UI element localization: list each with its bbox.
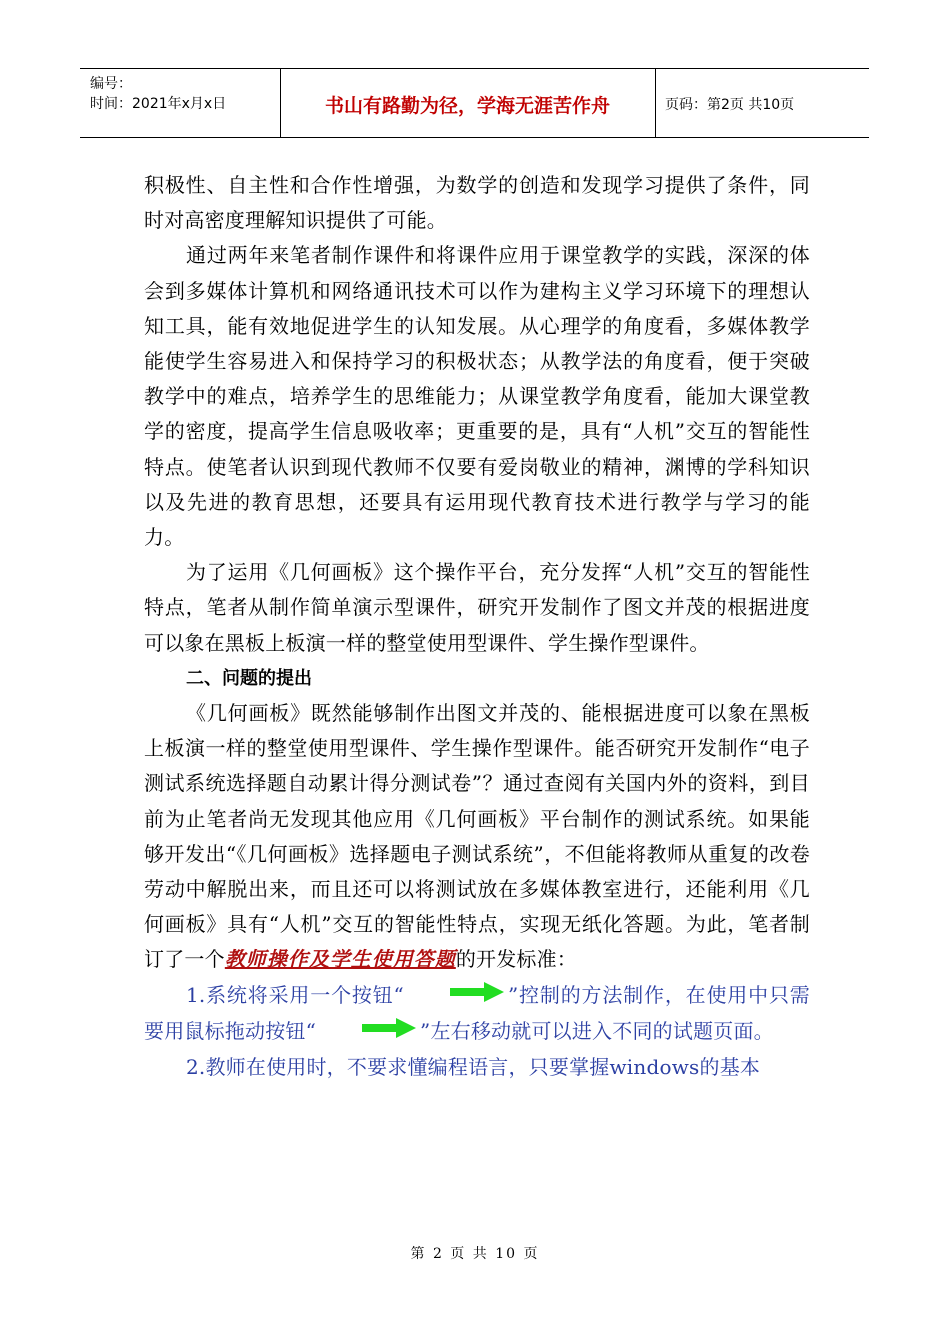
paragraph-1: 积极性、自主性和合作性增强，为数学的创造和发现学习提供了条件，同时对高密度理解知识提供了可能。 xyxy=(144,173,810,233)
serial-label: 编号： xyxy=(90,76,132,92)
emphasis-text: 教师操作及学生使用答题 xyxy=(224,947,456,972)
list-item-1-a: 1.系统将采用一个按钮“ xyxy=(186,982,404,1007)
time-label: 时间：2021年x月x日 xyxy=(90,96,227,112)
paragraph-4-end: 的开发标准： xyxy=(455,947,578,972)
header-page-info: 页码：第2页 共10页 xyxy=(665,97,795,113)
paragraph-4 xyxy=(144,696,810,978)
page-header xyxy=(80,68,869,138)
list-item-1 xyxy=(144,978,810,1050)
paragraph-2: 通过两年来笔者制作课件和将课件应用于课堂教学的实践，深深的体会到多媒体计算机和网络通讯技术可以作为建构主义学习环境下的理想认知工具，能有效地促进学生的认知发展。从心理学的角度看，多媒体教学能使学生容易进入和保持学习的积极状态；从教学法的角度看，便于突破教学中的难点，培养学生的思维能力；从课堂教学角度看，能加大课堂教学的密度，提高学生信息吸收率；更重要的是，具有“人机”交互的智能性特点。使笔者认识到现代教师不仅要有爱岗敬业的精神，渊博的学科知识以及先进的教育思想，还要具有运用现代教育技术进行教学与学习的能力。 xyxy=(144,243,810,550)
document-body xyxy=(144,168,810,1085)
header-divider xyxy=(655,69,656,137)
list-item-1-b: ”控制的方法制作，在使用中只需要用鼠标拖动按钮“ xyxy=(144,982,810,1043)
green-right-arrow-icon xyxy=(406,979,506,1014)
list-item-1-c: ”左右移动就可以进入不同的试题页面。 xyxy=(420,1018,774,1043)
list-item-2: 2.教师在使用时，不要求懂编程语言，只要掌握windows的基本 xyxy=(186,1054,761,1079)
paragraph-3: 为了运用《几何画板》这个操作平台，充分发挥“人机”交互的智能性特点，笔者从制作简单演示型课件，研究开发制作了图文并茂的根据进度可以象在黑板上板演一样的整堂使用型课件、学生操作型课件。 xyxy=(144,560,810,655)
header-motto: 书山有路勤为径，学海无涯苦作舟 xyxy=(324,95,610,117)
paragraph-4-text: 《几何画板》既然能够制作出图文并茂的、能根据进度可以象在黑板上板演一样的整堂使用型课件、学生操作型课件。能否研究开发制作“电子测试系统选择题自动累计得分测试卷”？通过查阅有关国内外的资料，到目前为止笔者尚无发现其他应用《几何画板》平台制作的测试系统。如果能够开发出“《几何画板》选择题电子测试系统”，不但能将教师从重复的改卷劳动中解脱出来，而且还可以将测试放在多媒体教室进行，还能利用《几何画板》具有“人机”交互的智能性特点，实现无纸化答题。为此，笔者制订了一个 xyxy=(144,701,810,972)
page-footer: 第 2 页 共 10 页 xyxy=(410,1246,540,1262)
green-right-arrow-icon xyxy=(318,1015,418,1050)
header-meta xyxy=(90,74,226,114)
section-heading: 二、问题的提出 xyxy=(186,667,312,689)
